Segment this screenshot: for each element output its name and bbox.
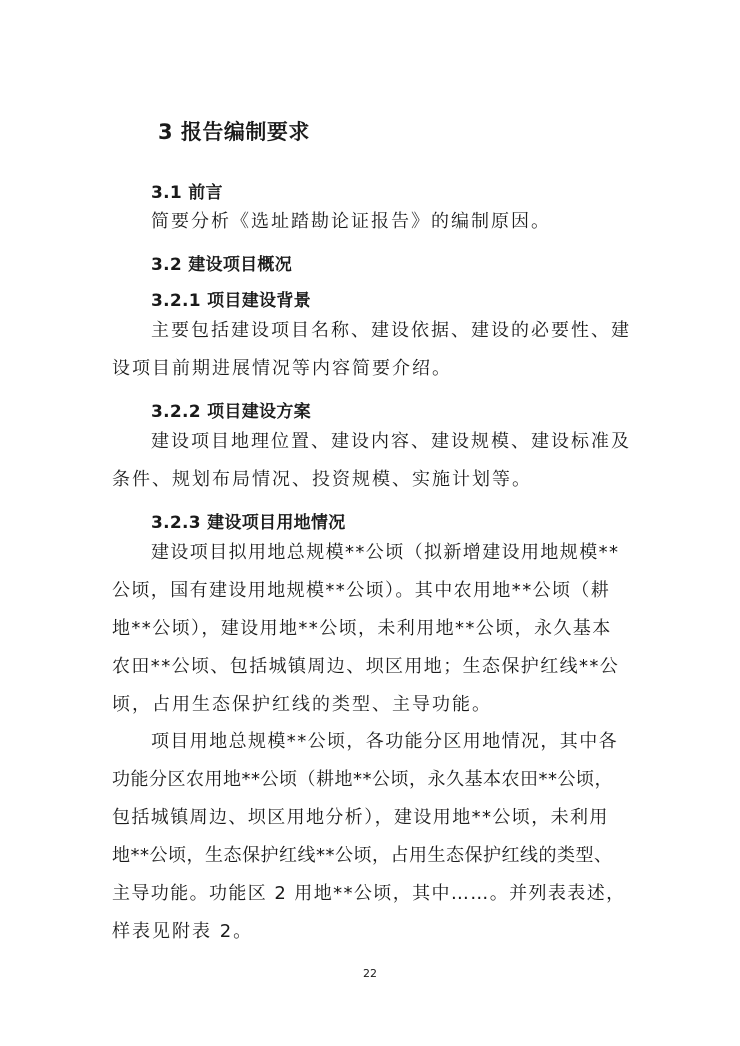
chapter-title: 3 报告编制要求 [158,120,310,144]
section-heading-3-2-3: 3.2.3 建设项目用地情况 [151,513,346,533]
section-3-2-2-line-2: 条件、规划布局情况、投资规模、实施计划等。 [112,469,532,490]
section-3-2-1-line-1: 主要包括建设项目名称、建设依据、建设的必要性、建 [151,320,631,341]
section-3-2-2-line-1: 建设项目地理位置、建设内容、建设规模、建设标准及 [151,431,631,452]
para2-line-6: 样表见附表 2。 [112,921,254,942]
para1-line-3: 地**公顷），建设用地**公顷，未利用地**公顷，永久基本 [112,618,612,639]
para1-line-5: 顷，占用生态保护红线的类型、主导功能。 [112,694,492,715]
para2-line-4: 地**公顷，生态保护红线**公顷，占用生态保护红线的类型、 [112,845,613,866]
para1-line-4: 农田**公顷、包括城镇周边、坝区用地；生态保护红线**公 [112,656,620,677]
page-number: 22 [363,967,377,980]
section-heading-3-2-2: 3.2.2 项目建设方案 [151,402,311,422]
para2-line-3: 包括城镇周边、坝区用地分析），建设用地**公顷，未利用 [112,807,609,828]
section-heading-3-2-1: 3.2.1 项目建设背景 [151,291,311,311]
section-3-2-1-line-2: 设项目前期进展情况等内容简要介绍。 [112,358,452,379]
para1-line-1: 建设项目拟用地总规模**公顷（拟新增建设用地规模** [151,542,620,563]
para2-line-5: 主导功能。功能区 2 用地**公顷，其中……。并列表表述， [112,883,626,904]
para2-line-1: 项目用地总规模**公顷，各功能分区用地情况，其中各 [151,731,618,752]
para2-line-2: 功能分区农用地**公顷（耕地**公顷，永久基本农田**公顷， [112,769,613,790]
section-heading-3-2: 3.2 建设项目概况 [151,255,293,275]
section-heading-3-1: 3.1 前言 [151,183,223,203]
para1-line-2: 公顷，国有建设用地规模**公顷）。其中农用地**公顷（耕 [112,580,611,601]
section-3-1-text: 简要分析《选址踏勘论证报告》的编制原因。 [151,211,551,232]
